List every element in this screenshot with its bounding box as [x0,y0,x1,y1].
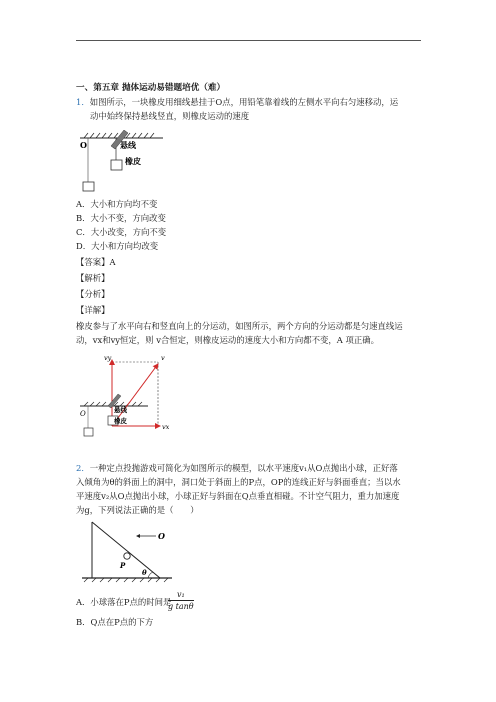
fig1-o-label: O [80,140,87,150]
q2-stem-line4: 为g，下列说法正确的是（ ） [76,505,199,515]
q1-detail-line2: 动，vx和vy恒定，则 v合恒定，则橡皮运动的速度大小和方向都不变，A 项正确。 [76,335,380,345]
q2-number: 2． [76,463,90,473]
fig2-vx-label: vx [162,423,170,431]
fraction-denominator: g tanθ [168,602,194,611]
fig2-v-label: v [161,354,165,362]
q1-option-d: D．大小和方向均改变 [76,241,159,251]
fig1-eraser-start [83,182,94,191]
header-rule [76,40,421,41]
fraction-numerator: v₁ [168,590,194,601]
fig3-theta-label: θ [142,568,147,577]
q1-figure-eraser-string [78,130,168,198]
q1-answer: 【答案】A [76,257,116,267]
fig2-eraser-label: 橡皮 [114,417,127,425]
q1-stem-line1: 1．如图所示，一块橡皮用细线悬挂于O点，用铅笔靠着线的左侧水平向右匀速移动，运 [76,97,399,107]
q1-detail: 【详解】 [76,305,110,315]
q1-option-c: C．大小改变，方向不变 [76,227,167,237]
q2-option-b: B．Q点在P点的下方 [76,617,154,627]
fig3-o-label: O [158,531,165,541]
q1-analysis-2: 【分析】 [76,289,110,299]
q2-option-a: A．小球落在P点的时间是 [76,597,172,607]
fig2-vy-label: vy [104,354,112,362]
fig1-eraser-label: 橡皮 [125,156,141,166]
fig1-string-label: 悬线 [120,140,136,150]
q2-option-a-fraction [168,590,194,612]
q2-stem-line3: 平速度v₂从O点抛出小球，小球正好与斜面在Q点垂直相碰。不计空气阻力，重力加速度 [76,491,400,501]
q1-option-a: A．大小和方向均不变 [76,199,158,209]
q1-number: 1． [76,97,90,107]
fig2-o-label: O [80,410,86,418]
q2-stem-line2: 入倾角为θ的斜面上的洞中，洞口处于斜面上的P点，OP的连线正好与斜面垂直；当以水 [76,477,401,487]
q2-stem-line1: 2．一种定点投抛游戏可简化为如图所示的模型，以水平速度v₁从O点抛出小球，正好落 [76,463,398,473]
q2-figure-incline [80,518,176,584]
q1-option-b: B．大小不变，方向改变 [76,213,166,223]
q1-detail-line1: 橡皮参与了水平向右和竖直向上的分运动，如图所示，两个方向的分运动都是匀速直线运 [76,321,403,331]
fig2-string-label: 悬线 [114,406,127,414]
q1-figure-velocity [78,352,188,440]
fig1-eraser [111,160,122,170]
section-title: 一、第五章 抛体运动易错题培优（难） [76,83,226,93]
q1-stem-line2: 动中始终保持悬线竖直，则橡皮运动的速度 [90,111,250,121]
q1-analysis: 【解析】 [76,273,110,283]
ball-icon [124,553,130,559]
fig3-p-label: P [120,561,126,570]
